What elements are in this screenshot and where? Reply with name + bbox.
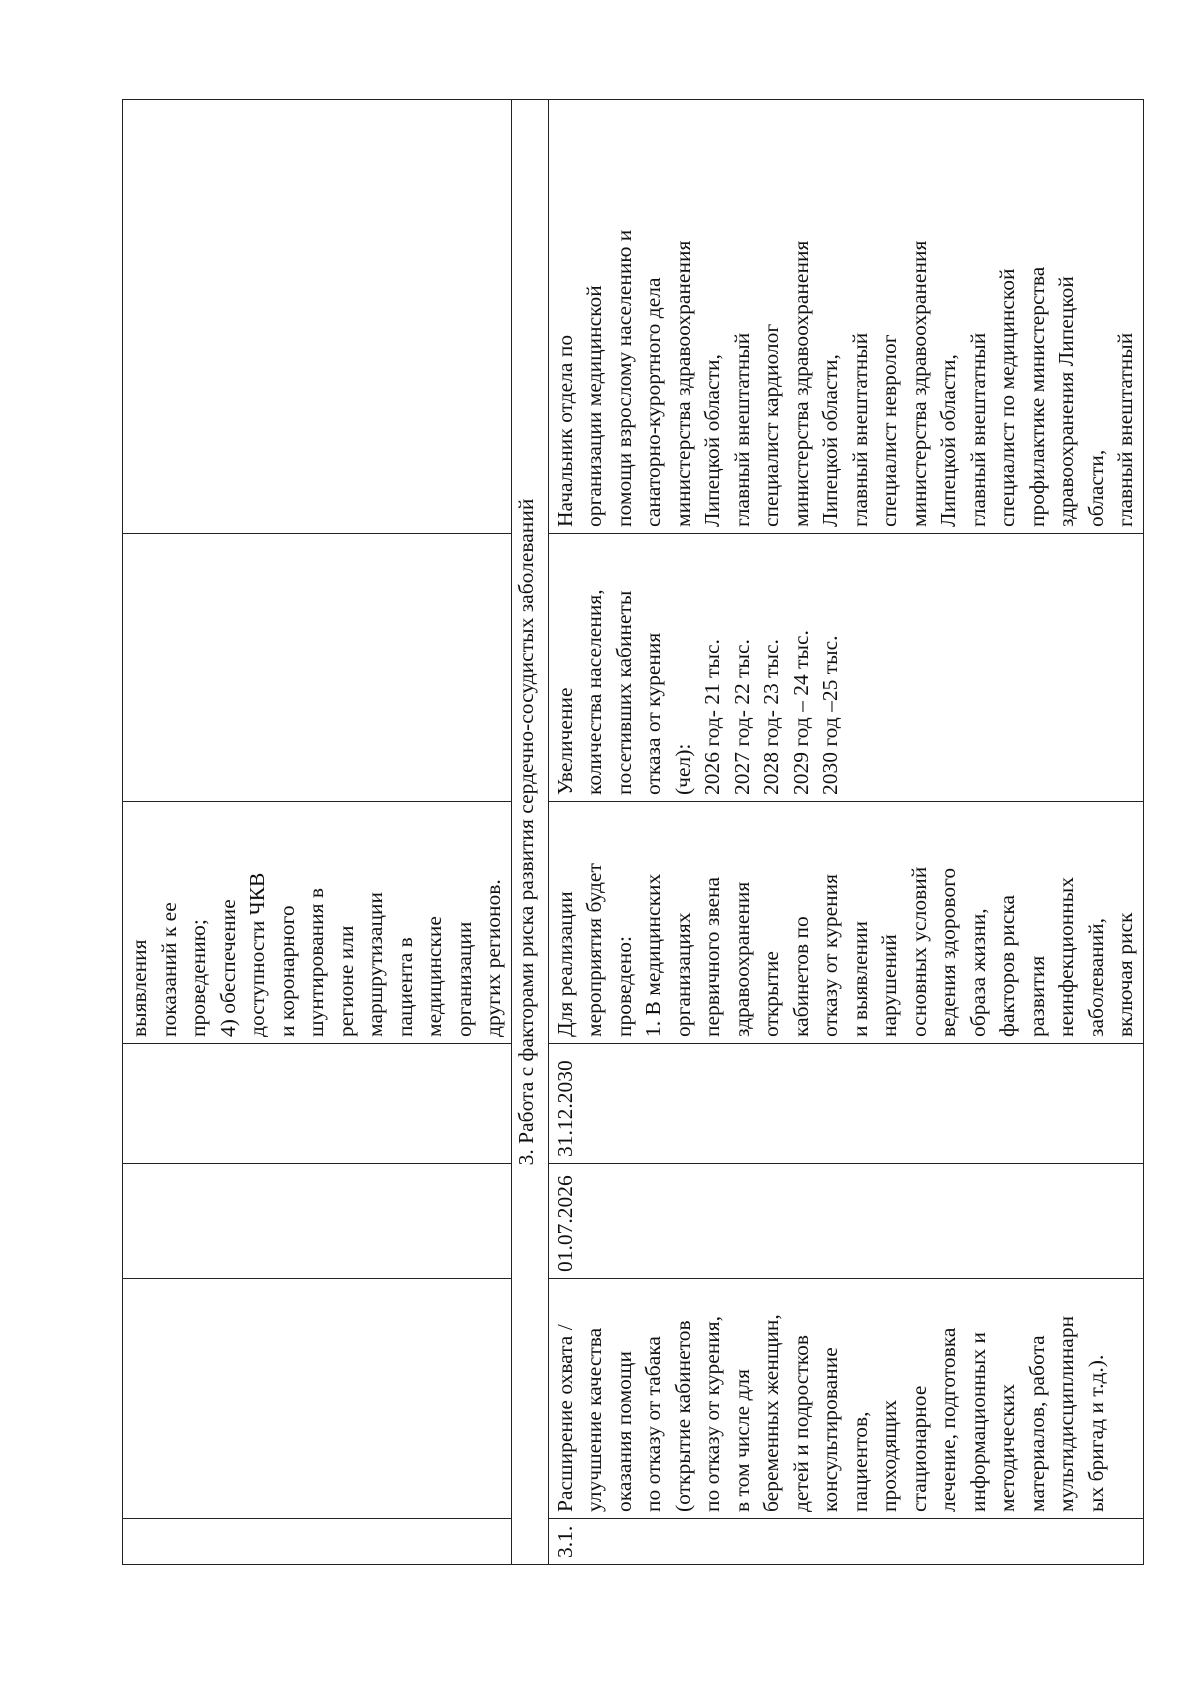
text-line: Начальник отдела по <box>552 334 577 527</box>
text-line: оказания помощи <box>611 1351 636 1512</box>
text-line: ых бригад и т.д.). <box>1083 1354 1108 1512</box>
text-line: улучшение качества <box>582 1327 606 1512</box>
text-line: детей и подростков <box>788 1335 813 1512</box>
text-line: Липецкой области, <box>818 354 842 527</box>
text-line: других регионов. <box>481 879 505 1037</box>
table-row <box>548 100 1143 1565</box>
text-line: выявления <box>127 939 151 1037</box>
text-line: основных условий <box>906 866 931 1037</box>
text-line: Расширение охвата / <box>552 1324 577 1512</box>
text-line: проведению; <box>186 919 210 1037</box>
text-line: и коронарного <box>274 905 299 1037</box>
text-line: шунтирования в <box>304 887 328 1037</box>
text-line: здравоохранения <box>729 881 754 1037</box>
text-line: методических <box>995 1384 1019 1512</box>
text-line: пациента в <box>392 937 417 1037</box>
text-line: области, <box>1083 449 1108 527</box>
text-line: заболеваний, <box>1083 917 1108 1037</box>
text-line: (открытие кабинетов <box>670 1320 695 1512</box>
text-line: образа жизни, <box>965 908 990 1037</box>
text-line: специалист по медицинской <box>995 268 1019 527</box>
text-line: 2029 год – 24 тыс. <box>788 630 813 795</box>
text-line: министерства здравоохранения <box>670 240 695 527</box>
responsible-text <box>551 106 1141 527</box>
text-line: и выявлении <box>847 920 872 1037</box>
text-line: в том числе для <box>729 1368 754 1512</box>
text-line: посетивших кабинеты <box>611 590 636 795</box>
text-line: 1. В медицинских <box>641 873 665 1037</box>
cell-responsible <box>548 100 1143 534</box>
cell-result <box>123 534 512 802</box>
text-line: пациентов, <box>847 1411 872 1512</box>
text-line: помощи взрослому населению и <box>611 229 636 527</box>
text-line: специалист кардиолог <box>759 323 783 527</box>
cell-content <box>123 802 512 1044</box>
text-line: 2028 год- 23 тыс. <box>759 639 783 795</box>
text-line: отказа от курения <box>641 632 665 795</box>
measures-table <box>122 99 1144 1565</box>
text-line: стационарное <box>906 1385 931 1512</box>
text-line: мультидисциплинарн <box>1054 1315 1078 1512</box>
text-line: по отказу от курения, <box>700 1315 724 1512</box>
cell-end-date <box>123 1044 512 1164</box>
text-line: Для реализации <box>552 891 577 1037</box>
result-text <box>551 540 846 795</box>
text-line: 4) обеспечение <box>215 899 240 1037</box>
text-line: главный внештатный <box>965 332 990 527</box>
cell-start-date: 01.07.2026 <box>548 1164 1143 1279</box>
text-line: количества населения, <box>582 589 606 795</box>
text-line: 2026 год- 21 тыс. <box>700 639 724 795</box>
text-line: проходящих <box>877 1399 901 1512</box>
text-line: кабинетов по <box>788 916 813 1037</box>
text-line: ведения здорового <box>936 867 960 1037</box>
text-line: главный внештатный <box>847 332 872 527</box>
text-line: по отказу от табака <box>641 1336 665 1512</box>
table-row <box>123 100 512 1565</box>
text-line: 2030 год –25 тыс. <box>818 635 842 795</box>
section-title: 3. Работа с факторами риска развития сердечно-сосудистых заболеваний <box>511 100 548 1565</box>
text-line: нарушений <box>877 934 901 1037</box>
text-line: мероприятия будет <box>582 863 606 1037</box>
text-line: консультирование <box>818 1347 842 1512</box>
text-line: материалов, работа <box>1024 1335 1049 1512</box>
text-line: Липецкой области, <box>936 354 960 527</box>
text-line: неинфекционных <box>1054 877 1078 1037</box>
content-text <box>551 808 1141 1037</box>
text-line: включая риск <box>1113 912 1137 1037</box>
cell-name <box>123 1279 512 1519</box>
text-line: Липецкой области, <box>700 354 724 527</box>
text-line: показаний к ее <box>156 902 181 1037</box>
text-line: развития <box>1024 955 1049 1037</box>
text-line: главный внештатный <box>1113 332 1137 527</box>
text-line: профилактике министерства <box>1024 266 1049 527</box>
text-line: отказу от курения <box>818 873 842 1037</box>
text-line: (чел): <box>670 743 695 795</box>
cell-end-date: 31.12.2030 <box>548 1044 1143 1164</box>
text-line: министерства здравоохранения <box>906 240 931 527</box>
text-line: специалист невролог <box>877 334 901 527</box>
text-line: министерства здравоохранения <box>788 240 813 527</box>
text-line: беременных женщин, <box>759 1314 783 1512</box>
text-line: открытие <box>759 951 783 1037</box>
content-text <box>125 808 509 1037</box>
text-line: маршрутизации <box>363 892 387 1037</box>
text-line: медицинские <box>422 916 446 1037</box>
text-line: главный внештатный <box>729 332 754 527</box>
text-line: организации <box>451 921 476 1037</box>
cell-responsible <box>123 100 512 534</box>
text-line: регионе или <box>333 925 358 1037</box>
text-line: организации медицинской <box>582 285 606 527</box>
cell-number <box>123 1519 512 1565</box>
text-line: первичного звена <box>700 876 724 1037</box>
text-line: доступности ЧКВ <box>245 872 269 1037</box>
cell-content <box>548 802 1143 1044</box>
text-line: лечение, подготовка <box>936 1327 960 1512</box>
text-line: 2027 год- 22 тыс. <box>729 639 754 795</box>
text-line: санаторно-курортного дела <box>641 277 665 527</box>
text-line: организациях <box>670 912 695 1037</box>
cell-number: 3.1. <box>548 1519 1143 1565</box>
text-line: информационных и <box>965 1332 990 1512</box>
cell-start-date <box>123 1164 512 1279</box>
text-line: Увеличение <box>552 687 577 795</box>
section-row <box>511 100 548 1565</box>
text-line: факторов риска <box>995 895 1019 1037</box>
text-line: здравоохранения Липецкой <box>1054 276 1078 527</box>
cell-name <box>548 1279 1143 1519</box>
cell-result <box>548 534 1143 802</box>
name-text <box>551 1285 1112 1512</box>
text-line: проведено: <box>611 935 636 1037</box>
